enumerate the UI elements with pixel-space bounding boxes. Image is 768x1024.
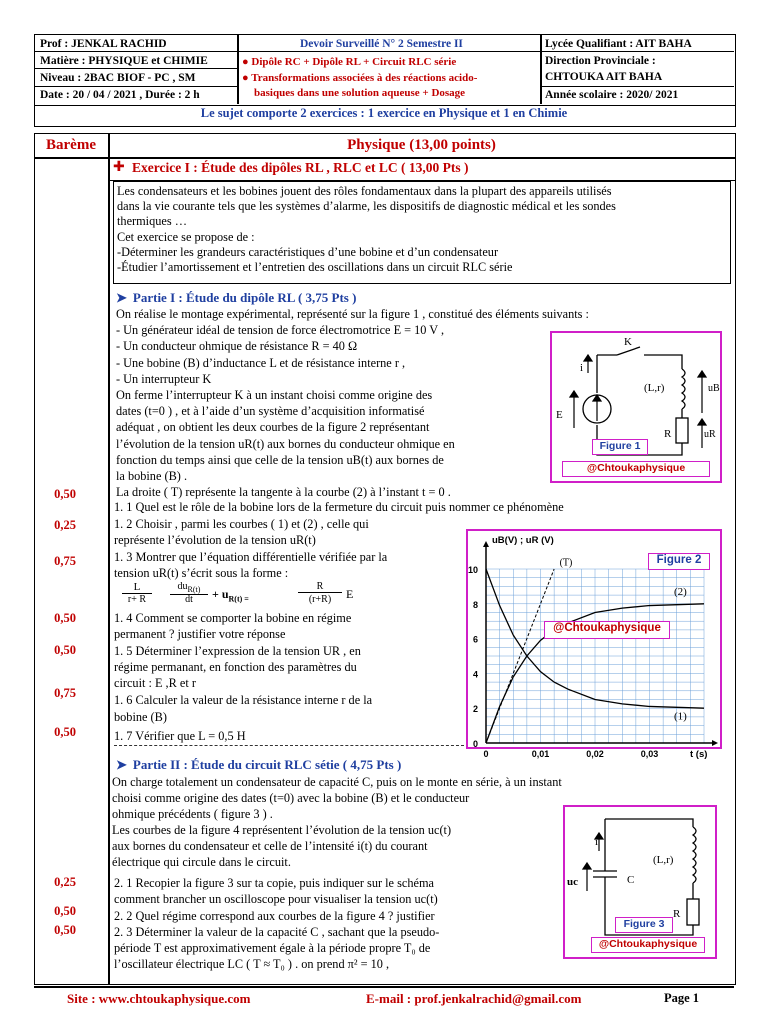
label-R: R <box>664 428 672 440</box>
level: Niveau : 2BAC BIOF - PC , SM <box>40 72 196 84</box>
arrow-icon: ➤ <box>116 290 127 305</box>
part2-line-3: Les courbes de la figure 4 représentent l’évolution de la tension uc(t) <box>112 823 452 837</box>
part1-question-2: représente l’évolution de la tension uR(t) <box>114 533 316 547</box>
topic-2: ● Transformations associées à des réactions acido- <box>242 72 478 84</box>
part1-line-7: adéquat , on obtient les deux courbes de la figure 2 représentant <box>116 420 430 435</box>
topic-1: ● Dipôle RC + Dipôle RL + Circuit RLC série <box>242 56 457 68</box>
label-Lr: (L,r) <box>644 382 665 394</box>
footer-site[interactable]: Site : www.chtoukaphysique.com <box>67 991 251 1006</box>
part2-question-4: période T est approximativement égale à la période propre T₀ de <box>114 941 431 955</box>
part2-question-0: 2. 1 Recopier la figure 3 sur ta copie, puis indiquer sur le schéma <box>114 876 434 890</box>
topic-2b: basiques dans une solution aqueuse + Dosage <box>254 87 466 99</box>
part1-line-2: - Un conducteur ohmique de résistance R = 40 Ω <box>116 339 358 354</box>
label-K: K <box>624 336 632 348</box>
score-5: 0,75 <box>54 686 76 700</box>
exam-title: Devoir Surveillé N° 2 Semestre II <box>300 38 463 50</box>
circuit-rl-diagram <box>552 333 720 481</box>
score-9: 0,50 <box>54 923 76 937</box>
intro-line-2: thermiques … <box>117 214 188 229</box>
differential-equation: L r+ R $du_{R(t)}$ dt + $u_{R(t) =}$ R (r+R) E <box>114 581 454 609</box>
part1-line-3: - Une bobine (B) d’inductance L et de résistance interne r , <box>116 355 406 370</box>
province: CHTOUKA AIT BAHA <box>545 71 663 83</box>
part2-question-2: 2. 2 Quel régime correspond aux courbes de la figure 4 ? justifier <box>114 909 435 923</box>
page-number: Page 1 <box>664 991 700 1005</box>
part1-line-0: On réalise le montage expérimental, représenté sur la figure 1 , constitué des éléments suivants : <box>116 307 589 321</box>
exam-date: Date : 20 / 04 / 2021 , Durée : 2 h <box>40 89 200 101</box>
score-3: 0,50 <box>54 611 76 625</box>
score-0: 0,50 <box>54 487 76 501</box>
y-tick-label-0: 0 <box>472 739 478 749</box>
part1-question-4: tension uR(t) s’écrit sous la forme : <box>114 566 289 580</box>
intro-line-1: dans la vie courante tels que les systèmes d’alarme, les dispositifs de diagnostic médical et les sondes <box>117 199 616 214</box>
part1-question-1: 1. 2 Choisir , parmi les courbes ( 1) et (2) , celle qui <box>114 517 369 531</box>
part1-line-11: La droite ( T) représente la tangente à la courbe (2) à l’instant t = 0 . <box>116 485 451 500</box>
part1-question-7: 1. 5 Déterminer l’expression de la tension UR , en <box>114 644 361 658</box>
prof-name: Prof : JENKAL RACHID <box>40 38 167 50</box>
label-E: E <box>556 409 563 421</box>
tangent-label: (T) <box>559 557 573 569</box>
label-C: C <box>627 874 635 886</box>
school-name: Lycée Qualifiant : AIT BAHA <box>545 38 692 50</box>
score-8: 0,50 <box>54 904 76 918</box>
circuit-rlc-diagram <box>565 807 715 957</box>
y-tick-label-2: 4 <box>472 669 478 680</box>
label-i: i <box>580 362 584 374</box>
part2-question-1: comment brancher un oscilloscope pour visualiser la tension uc(t) <box>114 892 438 906</box>
part2-line-4: aux bornes du condensateur et celle de l’intensité i(t) du courant <box>112 839 428 853</box>
school-year: Année scolaire : 2020/ 2021 <box>545 89 679 101</box>
figure2-label: Figure 2 <box>648 553 710 570</box>
label-R: R <box>673 908 681 920</box>
subject-line: Le sujet comporte 2 exercices : 1 exercice en Physique et 1 en Chimie <box>200 106 568 120</box>
x-axis-arrow <box>712 740 718 746</box>
figure-1 <box>550 331 722 483</box>
part1-line-4: - Un interrupteur K <box>116 371 212 386</box>
x-axis-label: t (s) <box>690 749 708 760</box>
score-1: 0,25 <box>54 518 76 532</box>
exercise-title: Exercice I : Étude des dipôles RL , RLC et LC ( 13,00 Pts ) <box>132 160 469 175</box>
figure1-watermark: @Chtoukaphysique <box>562 461 710 477</box>
separator <box>114 745 464 746</box>
part1-question-6: permanent ? justifier votre réponse <box>114 627 286 641</box>
figure3-watermark: @Chtoukaphysique <box>591 937 705 953</box>
x-tick-label-0: 0 <box>483 749 489 759</box>
intro-line-4: -Déterminer les grandeurs caractéristiques d’une bobine et d’un condensateur <box>117 244 499 259</box>
label-uB: uB <box>708 383 720 394</box>
part1-question-5: 1. 4 Comment se comporter la bobine en régime <box>114 611 352 625</box>
x-tick-label-1: 0,01 <box>531 749 550 759</box>
direction: Direction Provinciale : <box>545 55 656 67</box>
arrow-icon: ➤ <box>116 757 127 772</box>
footer-email[interactable]: E-mail : prof.jenkalrachid@gmail.com <box>366 991 582 1006</box>
y-tick-label-3: 6 <box>472 634 478 645</box>
part2-question-3: 2. 3 Déterminer la valeur de la capacité C , sachant que la pseudo- <box>114 925 440 939</box>
y-axis-arrow <box>483 541 489 547</box>
part2-title: ➤ Partie II : Étude du circuit RLC sétie ( 4,75 Pts ) <box>116 757 402 772</box>
label-uc: uc <box>567 876 578 888</box>
part1-question-0: 1. 1 Quel est le rôle de la bobine lors de la fermeture du circuit puis nommer ce phénomène <box>114 500 564 514</box>
part1-line-1: - Un générateur idéal de tension de force électromotrice E = 10 V , <box>116 323 445 338</box>
part1-line-9: fonction du temps ainsi que celle de la tension uB(t) aux bornes de <box>116 452 444 467</box>
part2-line-1: choisi comme origine des dates (t=0) avec la bobine (B) et le conducteur <box>112 791 470 805</box>
intro-line-3: Cet exercice se propose de : <box>117 229 255 244</box>
part1-title: ➤ Partie I : Étude du dipôle RL ( 3,75 Pts ) <box>116 290 357 305</box>
part2-line-5: électrique qui circule dans le circuit. <box>112 855 291 869</box>
label-Lr: (L,r) <box>653 854 674 866</box>
part1-line-5: On ferme l’interrupteur K à un instant choisi comme origine des <box>116 388 433 402</box>
x-tick-label-3: 0,03 <box>640 749 659 759</box>
part1-question-8: régime permanant, en fonction des paramètres du <box>114 660 357 674</box>
y-tick-label-1: 2 <box>472 704 478 715</box>
part2-line-2: ohmique précédents ( figure 3 ) . <box>112 807 273 821</box>
subject-matter: Matière : PHYSIQUE et CHIMIE <box>40 55 208 67</box>
figure3-label: Figure 3 <box>615 917 673 933</box>
curve1-label: (1) <box>674 710 687 723</box>
label-i: i <box>595 836 599 848</box>
y-tick-label-4: 8 <box>472 599 478 610</box>
figure2-watermark: @Chtoukaphysique <box>544 621 670 639</box>
part2-question-5: l’oscillateur électrique LC ( T ≈ T₀ ) . on prend π² = 10 , <box>114 957 390 971</box>
part1-question-12: 1. 7 Vérifier que L = 0,5 H <box>114 729 246 743</box>
score-4: 0,50 <box>54 643 76 657</box>
part1-question-11: bobine (B) <box>114 710 167 724</box>
figure-2 <box>466 529 722 760</box>
physique-title: Physique (13,00 points) <box>347 137 496 153</box>
intro-line-5: -Étudier l’amortissement et l’entretien des oscillations dans un circuit RLC série <box>117 260 513 274</box>
figure1-label: Figure 1 <box>592 439 648 455</box>
intro-line-0: Les condensateurs et les bobines jouent des rôles fondamentaux dans la plupart des appareils utilisés <box>117 184 612 198</box>
bareme-label: Barème <box>46 137 96 153</box>
y-axis-label: uB(V) ; uR (V) <box>492 535 554 546</box>
part1-question-9: circuit : E ,R et r <box>114 676 196 690</box>
part1-line-10: la bobine (B) . <box>116 469 188 483</box>
part1-question-10: 1. 6 Calculer la valeur de la résistance interne r de la <box>114 693 373 707</box>
y-tick-label-5: 10 <box>467 565 478 575</box>
label-uR: uR <box>704 429 716 440</box>
curve2-label: (2) <box>674 586 687 599</box>
part1-question-3: 1. 3 Montrer que l’équation différentielle vérifiée par la <box>114 550 388 564</box>
part1-line-8: l’évolution de la tension uR(t) aux bornes du conducteur ohmique en <box>116 436 455 451</box>
x-tick-label-2: 0,02 <box>586 749 604 759</box>
figure-3 <box>563 805 717 959</box>
score-7: 0,25 <box>54 875 76 889</box>
part2-line-0: On charge totalement un condensateur de capacité C, puis on le monte en série, à un instant <box>112 775 562 789</box>
part1-line-6: dates (t=0 ) , et à l’aide d’un système d’acquisition informatisé <box>116 404 425 419</box>
score-6: 0,50 <box>54 725 76 739</box>
exercise-icon: ✚ <box>113 160 125 175</box>
score-2: 0,75 <box>54 554 76 568</box>
